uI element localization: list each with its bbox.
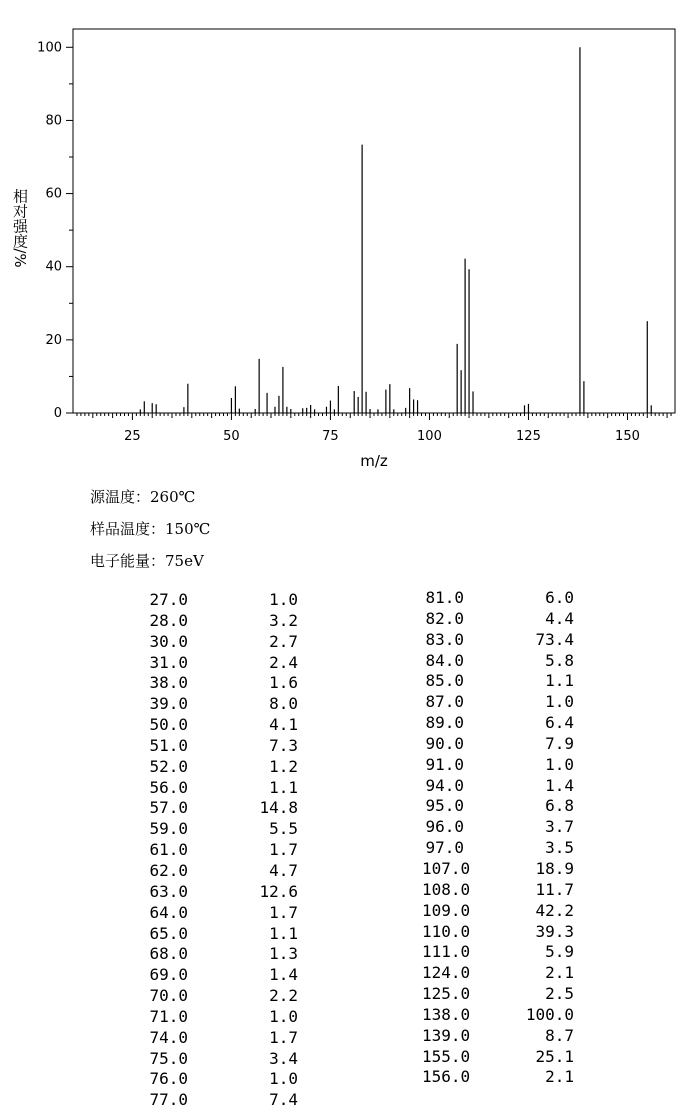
table-row (422, 755, 574, 776)
table-row (146, 590, 298, 611)
intensity-value: 8.7 (545, 1025, 574, 1045)
mz-value: 81.0 (425, 588, 464, 607)
table-row (422, 838, 574, 859)
table-row (146, 840, 298, 861)
intensity-value: 4.7 (269, 860, 298, 880)
mz-value: 61.0 (149, 840, 188, 860)
table-row (422, 796, 574, 817)
mz-value: 94.0 (425, 775, 464, 795)
table-row (146, 798, 298, 819)
peak-table-left (146, 590, 298, 1111)
table-row (146, 965, 298, 986)
peak-bars (140, 47, 651, 413)
intensity-value: 1.0 (545, 754, 574, 774)
table-row (422, 671, 574, 692)
mz-value: 71.0 (149, 1006, 188, 1026)
table-row (146, 1069, 298, 1090)
mz-value: 69.0 (149, 965, 188, 985)
y-tick-label: 0 (53, 406, 62, 421)
mz-value: 87.0 (425, 692, 464, 712)
intensity-value: 1.7 (269, 902, 298, 922)
mz-value: 82.0 (425, 608, 464, 628)
mz-value: 107.0 (422, 858, 471, 878)
mz-value: 70.0 (149, 986, 188, 1006)
mz-value: 65.0 (149, 923, 188, 943)
intensity-value: 8.0 (269, 694, 298, 714)
mass-spectrum-chart (0, 0, 696, 480)
peak-table-right (422, 588, 574, 1088)
table-row (146, 924, 298, 945)
mz-value: 108.0 (422, 879, 471, 899)
mz-value: 156.0 (422, 1067, 471, 1087)
mz-value: 109.0 (422, 900, 471, 920)
intensity-value: 5.8 (545, 650, 574, 670)
intensity-value: 12.6 (259, 881, 298, 901)
intensity-value: 4.1 (269, 715, 298, 735)
table-row (146, 611, 298, 632)
mz-value: 51.0 (149, 735, 188, 755)
mz-value: 28.0 (149, 610, 188, 630)
intensity-value: 1.1 (269, 777, 298, 797)
intensity-value: 6.0 (545, 588, 574, 607)
intensity-value: 25.1 (535, 1046, 574, 1066)
table-row (422, 588, 574, 609)
intensity-value: 1.7 (269, 840, 298, 860)
table-row (146, 1028, 298, 1049)
intensity-value: 7.9 (545, 733, 574, 753)
table-row (422, 922, 574, 943)
table-row (422, 942, 574, 963)
table-row (146, 632, 298, 653)
mz-value: 139.0 (422, 1025, 471, 1045)
intensity-value: 3.4 (269, 1048, 298, 1068)
sample-temperature: 样品温度：150℃ (90, 520, 211, 538)
table-row (422, 984, 574, 1005)
y-tick-label: 80 (45, 113, 62, 129)
table-row (146, 757, 298, 778)
x-tick-labels (124, 429, 640, 444)
mz-value: 64.0 (149, 902, 188, 922)
intensity-value: 3.5 (545, 838, 574, 858)
table-row (146, 778, 298, 799)
y-axis-label: 相对强度/% (11, 188, 29, 268)
mz-value: 90.0 (425, 733, 464, 753)
table-row (146, 694, 298, 715)
y-tick-label: 40 (45, 259, 62, 275)
mz-value: 84.0 (425, 650, 464, 670)
y-tick-label: 60 (45, 186, 62, 202)
table-row (146, 673, 298, 694)
intensity-value: 5.5 (269, 819, 298, 839)
table-row (146, 819, 298, 840)
table-row (422, 1047, 574, 1068)
table-row (146, 944, 298, 965)
mz-value: 75.0 (149, 1048, 188, 1068)
intensity-value: 1.4 (545, 775, 574, 795)
table-row (146, 1090, 298, 1111)
intensity-value: 39.3 (535, 921, 574, 941)
mz-value: 38.0 (149, 673, 188, 693)
source-temperature: 源温度：260℃ (90, 488, 196, 506)
intensity-value: 1.1 (269, 923, 298, 943)
intensity-value: 1.6 (269, 673, 298, 693)
y-tick-labels (37, 40, 62, 421)
table-row (146, 736, 298, 757)
table-row (146, 861, 298, 882)
intensity-value: 7.4 (269, 1090, 298, 1110)
x-tick-label: 150 (615, 429, 640, 444)
table-row (422, 880, 574, 901)
intensity-value: 4.4 (545, 608, 574, 628)
intensity-value: 1.4 (269, 965, 298, 985)
mz-value: 83.0 (425, 629, 464, 649)
intensity-value: 1.1 (545, 671, 574, 691)
mz-value: 138.0 (422, 1004, 471, 1024)
mz-value: 111.0 (422, 942, 471, 962)
mz-value: 56.0 (149, 777, 188, 797)
intensity-value: 2.7 (269, 631, 298, 651)
x-axis-label: m/z (360, 452, 388, 470)
x-tick-label: 50 (223, 429, 240, 444)
table-row (422, 609, 574, 630)
mz-value: 63.0 (149, 881, 188, 901)
intensity-value: 1.0 (269, 590, 298, 609)
mz-value: 59.0 (149, 819, 188, 839)
mz-value: 50.0 (149, 715, 188, 735)
table-row (422, 817, 574, 838)
mz-value: 85.0 (425, 671, 464, 691)
table-row (146, 715, 298, 736)
intensity-value: 3.2 (269, 610, 298, 630)
electron-energy: 电子能量：75eV (90, 552, 204, 570)
x-tick-label: 100 (417, 429, 442, 444)
mz-value: 89.0 (425, 713, 464, 733)
table-row (146, 986, 298, 1007)
intensity-value: 1.2 (269, 756, 298, 776)
intensity-value: 5.9 (545, 942, 574, 962)
mz-value: 27.0 (149, 590, 188, 609)
intensity-value: 1.3 (269, 944, 298, 964)
mz-value: 91.0 (425, 754, 464, 774)
x-tick-label: 25 (124, 429, 141, 444)
mz-value: 52.0 (149, 756, 188, 776)
mz-value: 68.0 (149, 944, 188, 964)
mz-value: 39.0 (149, 694, 188, 714)
table-row (422, 1067, 574, 1088)
mz-value: 76.0 (149, 1069, 188, 1089)
table-row (146, 1049, 298, 1070)
table-row (146, 653, 298, 674)
table-row (146, 882, 298, 903)
mz-value: 62.0 (149, 860, 188, 880)
intensity-value: 2.1 (545, 1067, 574, 1087)
intensity-value: 73.4 (535, 629, 574, 649)
intensity-value: 1.0 (545, 692, 574, 712)
mz-value: 110.0 (422, 921, 471, 941)
mz-value: 155.0 (422, 1046, 471, 1066)
intensity-value: 1.7 (269, 1027, 298, 1047)
mz-value: 97.0 (425, 838, 464, 858)
mz-value: 124.0 (422, 963, 471, 983)
table-row (422, 651, 574, 672)
table-row (422, 776, 574, 797)
intensity-value: 2.2 (269, 986, 298, 1006)
mz-value: 31.0 (149, 652, 188, 672)
table-row (422, 963, 574, 984)
table-row (422, 630, 574, 651)
intensity-value: 18.9 (535, 858, 574, 878)
intensity-value: 100.0 (525, 1004, 574, 1024)
mz-value: 95.0 (425, 796, 464, 816)
mz-value: 57.0 (149, 798, 188, 818)
intensity-value: 2.1 (545, 963, 574, 983)
intensity-value: 3.7 (545, 817, 574, 837)
plot-frame (73, 29, 675, 413)
mz-value: 30.0 (149, 631, 188, 651)
table-row (422, 1005, 574, 1026)
x-tick-label: 125 (516, 429, 541, 444)
intensity-value: 2.5 (545, 984, 574, 1004)
intensity-value: 1.0 (269, 1006, 298, 1026)
mz-value: 125.0 (422, 984, 471, 1004)
y-tick-label: 20 (45, 332, 62, 348)
intensity-value: 7.3 (269, 735, 298, 755)
y-tick-label: 100 (37, 40, 62, 56)
table-row (422, 734, 574, 755)
intensity-value: 6.8 (545, 796, 574, 816)
table-row (422, 692, 574, 713)
intensity-value: 6.4 (545, 713, 574, 733)
mz-value: 77.0 (149, 1090, 188, 1110)
table-row (146, 1007, 298, 1028)
intensity-value: 14.8 (259, 798, 298, 818)
table-row (422, 713, 574, 734)
intensity-value: 42.2 (535, 900, 574, 920)
table-row (146, 903, 298, 924)
mz-value: 74.0 (149, 1027, 188, 1047)
intensity-value: 1.0 (269, 1069, 298, 1089)
intensity-value: 11.7 (535, 879, 574, 899)
mz-value: 96.0 (425, 817, 464, 837)
table-row (422, 901, 574, 922)
table-row (422, 859, 574, 880)
x-tick-label: 75 (322, 429, 339, 444)
intensity-value: 2.4 (269, 652, 298, 672)
table-row (422, 1026, 574, 1047)
